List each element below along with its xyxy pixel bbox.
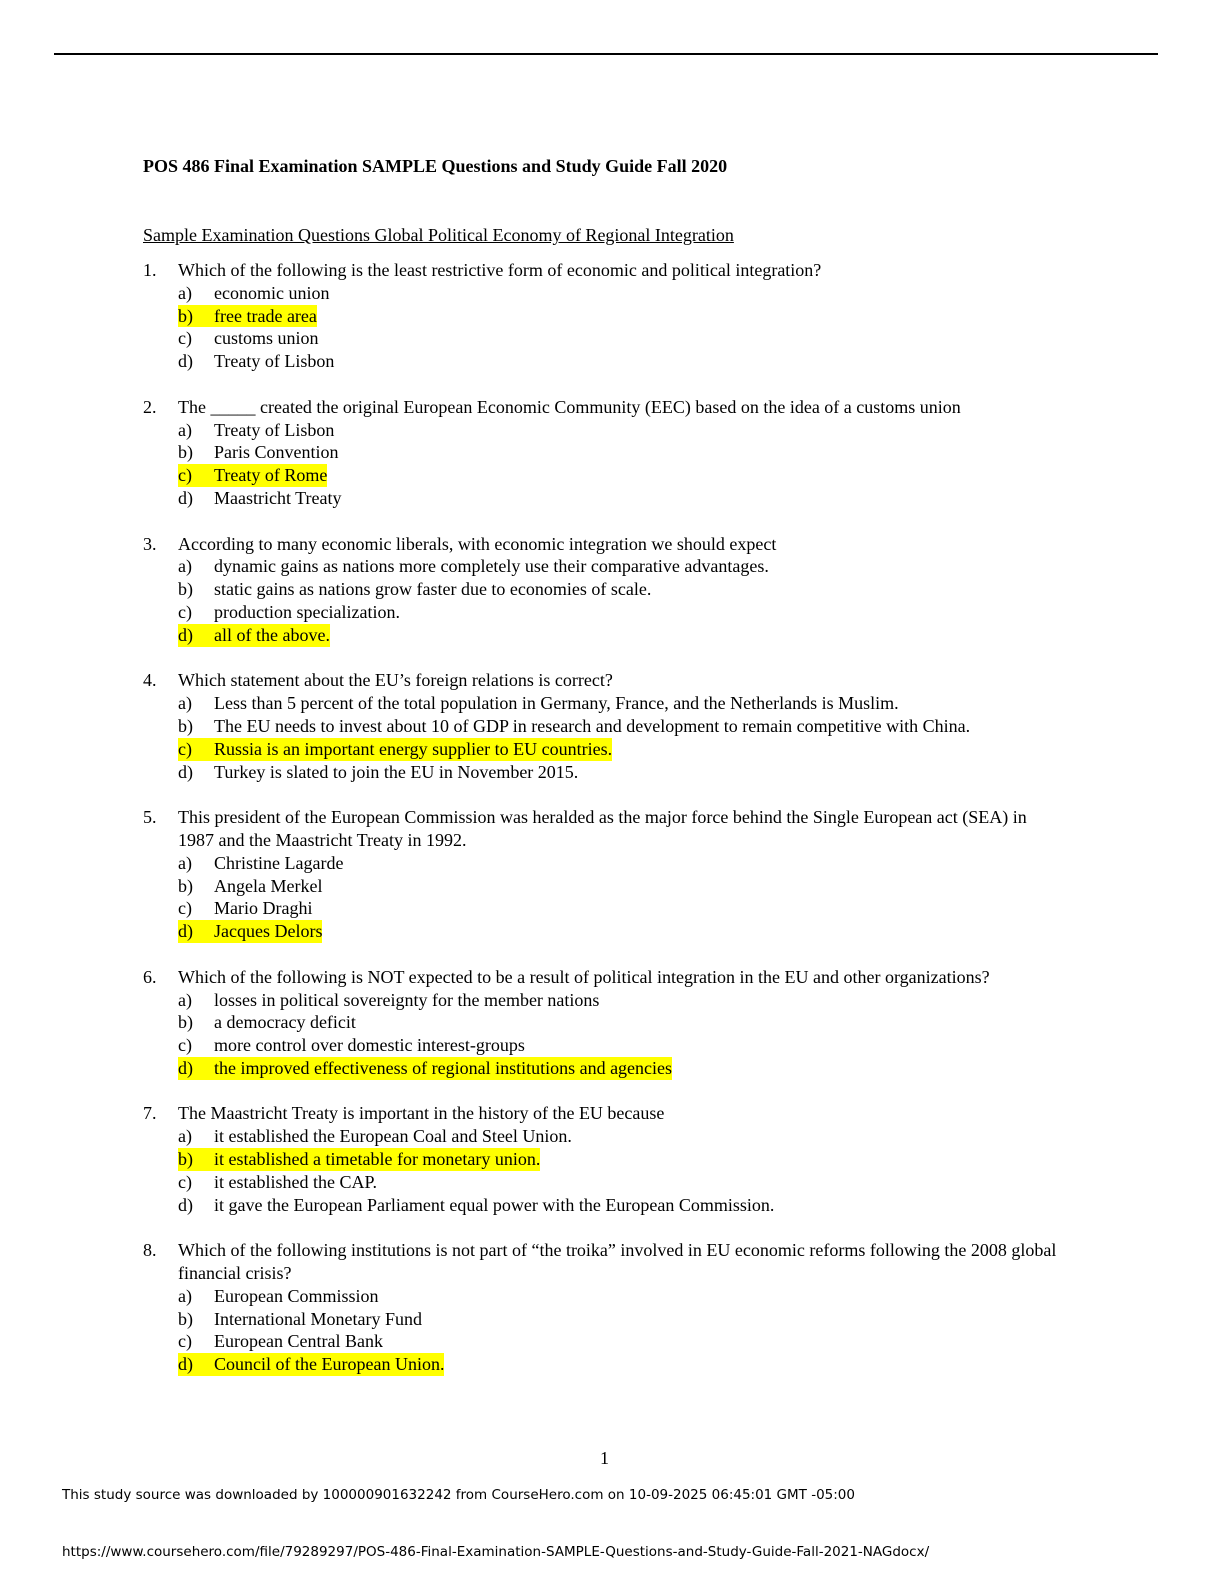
option-item bbox=[178, 1125, 1063, 1148]
option-text: Less than 5 percent of the total population in Germany, France, and the Netherlands is Muslim. bbox=[214, 693, 899, 714]
option-text: more control over domestic interest-groups bbox=[214, 1035, 525, 1056]
option-text: Council of the European Union. bbox=[214, 1354, 445, 1375]
question-text: According to many economic liberals, with economic integration we should expect bbox=[178, 533, 777, 554]
question-text: Which of the following is NOT expected to be a result of political integration in the EU and other organizations? bbox=[178, 966, 990, 987]
option-text: Mario Draghi bbox=[214, 898, 313, 919]
question-2 bbox=[143, 396, 1063, 510]
option-text: Russia is an important energy supplier to EU countries. bbox=[214, 738, 613, 759]
option-letter: d) bbox=[178, 921, 193, 942]
option-text: it established a timetable for monetary union. bbox=[214, 1149, 541, 1170]
option-letter: b) bbox=[178, 1149, 193, 1170]
option-item bbox=[178, 761, 1063, 784]
option-item-answer bbox=[178, 464, 1063, 487]
option-letter: c) bbox=[178, 328, 192, 349]
option-letter: c) bbox=[178, 465, 192, 486]
option-item-answer bbox=[178, 305, 1063, 328]
question-number: 6. bbox=[143, 966, 157, 987]
question-8 bbox=[143, 1239, 1063, 1376]
option-letter: a) bbox=[178, 989, 192, 1010]
option-letter: c) bbox=[178, 1035, 192, 1056]
option-letter: c) bbox=[178, 738, 192, 759]
option-letter: d) bbox=[178, 761, 193, 782]
option-text: Angela Merkel bbox=[214, 875, 323, 896]
option-item bbox=[178, 1034, 1063, 1057]
option-item bbox=[178, 715, 1063, 738]
option-item bbox=[178, 897, 1063, 920]
option-list bbox=[178, 852, 1063, 943]
option-text: it established the CAP. bbox=[214, 1171, 377, 1192]
option-letter: d) bbox=[178, 351, 193, 372]
question-5 bbox=[143, 806, 1063, 943]
option-item bbox=[178, 419, 1063, 442]
option-item bbox=[178, 578, 1063, 601]
option-letter: a) bbox=[178, 556, 192, 577]
option-list bbox=[178, 989, 1063, 1080]
question-text: Which of the following institutions is not part of “the troika” involved in EU economic reforms following the 2008 global financial crisis? bbox=[178, 1240, 1057, 1284]
option-item bbox=[178, 1011, 1063, 1034]
option-letter: a) bbox=[178, 1126, 192, 1147]
option-item bbox=[178, 441, 1063, 464]
header-rule bbox=[54, 53, 1158, 55]
question-1 bbox=[143, 259, 1063, 373]
question-3 bbox=[143, 533, 1063, 647]
option-letter: b) bbox=[178, 442, 193, 463]
option-letter: b) bbox=[178, 1012, 193, 1033]
option-letter: c) bbox=[178, 601, 192, 622]
option-letter: d) bbox=[178, 487, 193, 508]
option-text: European Central Bank bbox=[214, 1331, 383, 1352]
option-letter: a) bbox=[178, 852, 192, 873]
option-list bbox=[178, 419, 1063, 510]
option-item bbox=[178, 282, 1063, 305]
option-text: International Monetary Fund bbox=[214, 1308, 422, 1329]
option-letter: b) bbox=[178, 305, 193, 326]
question-list bbox=[143, 259, 1063, 1399]
option-text: Treaty of Lisbon bbox=[214, 351, 335, 372]
option-text: customs union bbox=[214, 328, 319, 349]
option-text: European Commission bbox=[214, 1285, 379, 1306]
option-text: dynamic gains as nations more completely use their comparative advantages. bbox=[214, 556, 769, 577]
question-text: This president of the European Commission was heralded as the major force behind the Single European act (SEA) in 1987 and the Maastricht Treaty in 1992. bbox=[178, 807, 1027, 850]
option-item bbox=[178, 1194, 1063, 1217]
option-item bbox=[178, 350, 1063, 373]
download-source-note: This study source was downloaded by 100000901632242 from CourseHero.com on 10-09-2025 06:45:01 GMT -05:00 bbox=[62, 1487, 855, 1503]
option-text: Treaty of Rome bbox=[214, 465, 328, 486]
option-letter: c) bbox=[178, 1331, 192, 1352]
question-text: Which of the following is the least restrictive form of economic and political integration? bbox=[178, 260, 822, 280]
question-number: 5. bbox=[143, 807, 157, 828]
option-text: production specialization. bbox=[214, 601, 400, 622]
option-list bbox=[178, 555, 1063, 646]
option-text: it gave the European Parliament equal power with the European Commission. bbox=[214, 1194, 775, 1215]
option-item-answer bbox=[178, 920, 1063, 943]
option-letter: a) bbox=[178, 693, 192, 714]
option-text: Maastricht Treaty bbox=[214, 487, 342, 508]
option-letter: d) bbox=[178, 624, 193, 645]
question-4 bbox=[143, 669, 1063, 783]
question-text: The Maastricht Treaty is important in the history of the EU because bbox=[178, 1103, 665, 1124]
option-text: The EU needs to invest about 10 of GDP in research and development to remain competitive with China. bbox=[214, 715, 971, 736]
option-list bbox=[178, 692, 1063, 783]
option-item bbox=[178, 1285, 1063, 1308]
option-item bbox=[178, 1308, 1063, 1331]
option-letter: c) bbox=[178, 898, 192, 919]
option-letter: d) bbox=[178, 1057, 193, 1078]
option-text: Treaty of Lisbon bbox=[214, 419, 335, 440]
question-6 bbox=[143, 966, 1063, 1080]
option-text: Turkey is slated to join the EU in November 2015. bbox=[214, 761, 579, 782]
option-letter: b) bbox=[178, 579, 193, 600]
question-7 bbox=[143, 1102, 1063, 1216]
option-item bbox=[178, 989, 1063, 1012]
option-text: Jacques Delors bbox=[214, 921, 323, 942]
option-item-answer bbox=[178, 1353, 1063, 1376]
option-item-answer bbox=[178, 624, 1063, 647]
option-text: free trade area bbox=[214, 305, 317, 326]
option-text: Paris Convention bbox=[214, 442, 339, 463]
option-letter: d) bbox=[178, 1354, 193, 1375]
option-item bbox=[178, 692, 1063, 715]
question-number: 4. bbox=[143, 670, 157, 691]
option-text: losses in political sovereignty for the member nations bbox=[214, 989, 600, 1010]
option-item bbox=[178, 487, 1063, 510]
option-list bbox=[178, 1285, 1063, 1376]
option-item bbox=[178, 1330, 1063, 1353]
option-letter: a) bbox=[178, 1285, 192, 1306]
option-letter: c) bbox=[178, 1171, 192, 1192]
option-letter: b) bbox=[178, 715, 193, 736]
question-number: 8. bbox=[143, 1240, 157, 1261]
question-text: The _____ created the original European Economic Community (EEC) based on the idea of a customs union bbox=[178, 396, 961, 417]
option-text: a democracy deficit bbox=[214, 1012, 356, 1033]
option-letter: b) bbox=[178, 1308, 193, 1329]
option-text: economic union bbox=[214, 282, 330, 303]
option-letter: b) bbox=[178, 875, 193, 896]
option-text: Christine Lagarde bbox=[214, 852, 344, 873]
question-number: 1. bbox=[143, 260, 157, 280]
option-item-answer bbox=[178, 1148, 1063, 1171]
option-item bbox=[178, 1171, 1063, 1194]
option-item bbox=[178, 327, 1063, 350]
option-item bbox=[178, 875, 1063, 898]
option-letter: d) bbox=[178, 1194, 193, 1215]
option-text: the improved effectiveness of regional institutions and agencies bbox=[214, 1057, 673, 1078]
option-item bbox=[178, 555, 1063, 578]
option-item bbox=[178, 601, 1063, 624]
option-text: all of the above. bbox=[214, 624, 330, 645]
question-text: Which statement about the EU’s foreign relations is correct? bbox=[178, 670, 613, 691]
question-number: 2. bbox=[143, 396, 157, 417]
option-letter: a) bbox=[178, 419, 192, 440]
option-item-answer bbox=[178, 1057, 1063, 1080]
question-number: 7. bbox=[143, 1103, 157, 1124]
option-item bbox=[178, 852, 1063, 875]
source-url[interactable]: https://www.coursehero.com/file/79289297/POS-486-Final-Examination-SAMPLE-Questions-and-Study-Guide-Fall-2021-NAGdocx/ bbox=[62, 1544, 930, 1560]
option-list bbox=[178, 1125, 1063, 1216]
option-letter: a) bbox=[178, 282, 192, 303]
option-text: static gains as nations grow faster due to economies of scale. bbox=[214, 579, 652, 600]
question-number: 3. bbox=[143, 533, 157, 554]
page-number: 1 bbox=[600, 1448, 609, 1468]
section-heading: Sample Examination Questions Global Political Economy of Regional Integration bbox=[143, 225, 734, 245]
option-text: it established the European Coal and Steel Union. bbox=[214, 1126, 572, 1147]
option-list bbox=[178, 282, 1063, 373]
document-title: POS 486 Final Examination SAMPLE Questions and Study Guide Fall 2020 bbox=[143, 156, 728, 176]
option-item-answer bbox=[178, 738, 1063, 761]
